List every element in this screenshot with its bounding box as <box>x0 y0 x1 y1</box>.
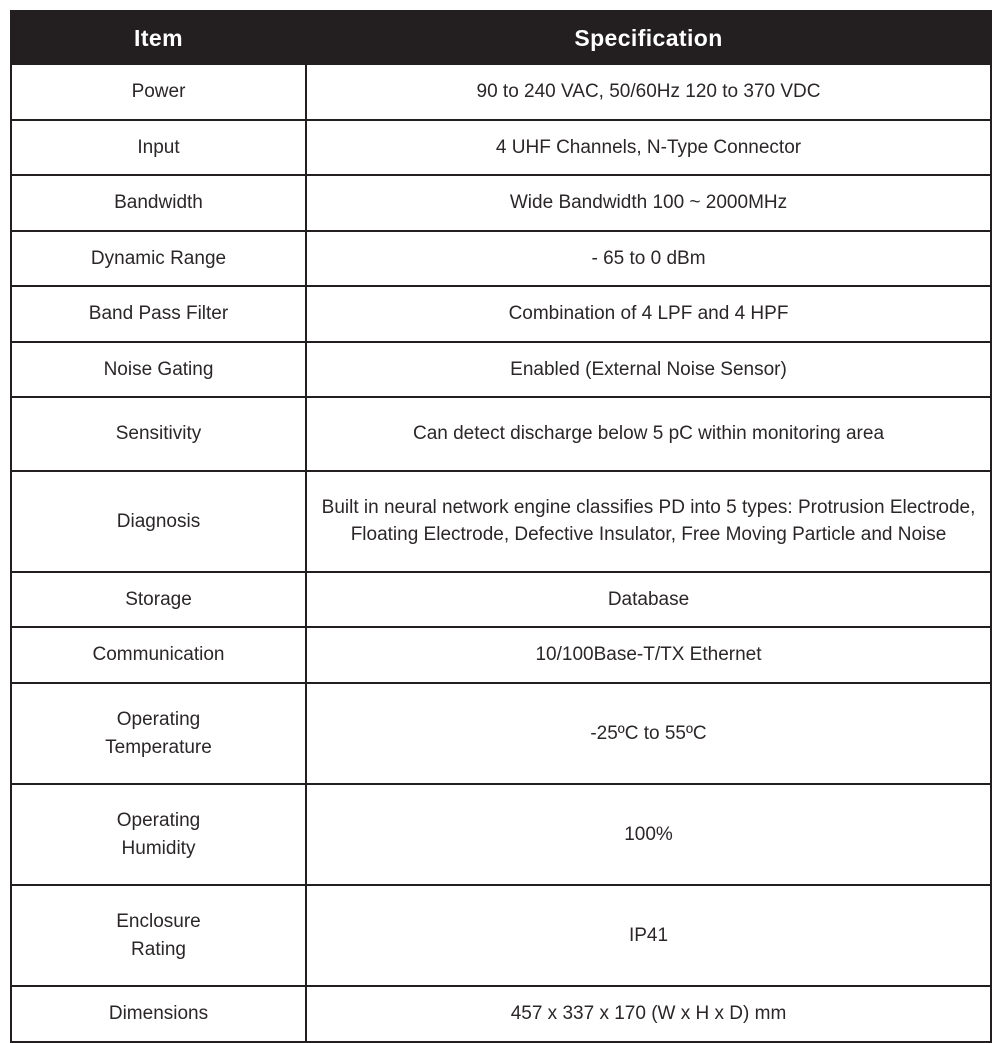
row-spec-value: Database <box>306 572 991 628</box>
row-item-label: Bandwidth <box>11 175 306 231</box>
table-header-row <box>11 11 991 65</box>
table-row <box>11 471 991 572</box>
row-spec-value: 4 UHF Channels, N-Type Connector <box>306 120 991 176</box>
table-row <box>11 885 991 986</box>
row-item-label-line2: Temperature <box>105 736 212 758</box>
row-item-label: Storage <box>11 572 306 628</box>
row-item-label: Input <box>11 120 306 176</box>
table-row <box>11 120 991 176</box>
table-row <box>11 342 991 398</box>
row-item-label: Communication <box>11 627 306 683</box>
row-spec-value: Built in neural network engine classifies PD into 5 types: Protrusion Electrode, Floating Electrode, Defective Insulator, Free Moving Particle and Noise <box>306 471 991 572</box>
table-row <box>11 986 991 1042</box>
table-row <box>11 627 991 683</box>
row-spec-value: -25ºC to 55ºC <box>306 683 991 784</box>
table-row <box>11 784 991 885</box>
row-item-label-line1: Operating <box>116 810 201 832</box>
table-header <box>11 11 991 65</box>
row-spec-value: Combination of 4 LPF and 4 HPF <box>306 286 991 342</box>
row-item-label-line2: Humidity <box>121 837 196 859</box>
table-body <box>11 65 991 1042</box>
row-item-label-line2: Rating <box>131 938 186 960</box>
row-item-label: Power <box>11 65 306 120</box>
row-item-label: Dimensions <box>11 986 306 1042</box>
row-item-label: Dynamic Range <box>11 231 306 287</box>
row-spec-value: Wide Bandwidth 100 ~ 2000MHz <box>306 175 991 231</box>
table-row <box>11 397 991 471</box>
row-spec-value: 10/100Base-T/TX Ethernet <box>306 627 991 683</box>
row-spec-value: 90 to 240 VAC, 50/60Hz 120 to 370 VDC <box>306 65 991 120</box>
table-row <box>11 65 991 120</box>
table-row <box>11 231 991 287</box>
table-row <box>11 175 991 231</box>
row-item-label: Band Pass Filter <box>11 286 306 342</box>
row-spec-value: - 65 to 0 dBm <box>306 231 991 287</box>
row-spec-value: Enabled (External Noise Sensor) <box>306 342 991 398</box>
specification-table <box>10 10 992 1043</box>
row-item-label-line1: Enclosure <box>116 911 201 933</box>
row-item-label <box>11 885 306 986</box>
row-item-label-line1: Operating <box>116 709 201 731</box>
column-header-specification: Specification <box>306 11 991 65</box>
row-item-label: Diagnosis <box>11 471 306 572</box>
row-item-label: Noise Gating <box>11 342 306 398</box>
table-row <box>11 286 991 342</box>
row-spec-value: Can detect discharge below 5 pC within monitoring area <box>306 397 991 471</box>
row-spec-value: IP41 <box>306 885 991 986</box>
table-row <box>11 683 991 784</box>
row-spec-value: 457 x 337 x 170 (W x H x D) mm <box>510 1003 787 1025</box>
column-header-item: Item <box>11 11 306 65</box>
row-spec-value: 100% <box>306 784 991 885</box>
row-item-label: Sensitivity <box>11 397 306 471</box>
row-item-label <box>11 784 306 885</box>
row-item-label <box>11 683 306 784</box>
table-row <box>11 572 991 628</box>
